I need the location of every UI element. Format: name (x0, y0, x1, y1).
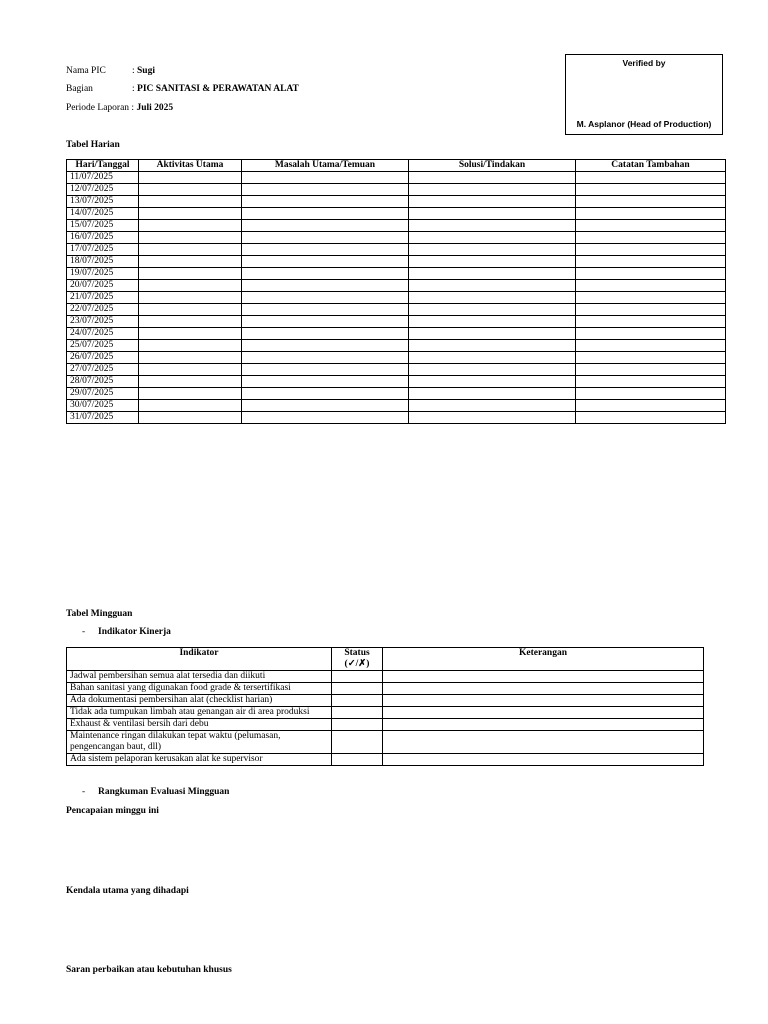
notes-cell[interactable] (576, 412, 726, 424)
status-cell[interactable] (332, 754, 383, 766)
date-cell: 25/07/2025 (67, 340, 139, 352)
solution-cell[interactable] (409, 268, 576, 280)
issue-cell[interactable] (242, 172, 409, 184)
activity-cell[interactable] (139, 172, 242, 184)
notes-cell[interactable] (576, 364, 726, 376)
activity-cell[interactable] (139, 352, 242, 364)
periode-value: Juli 2025 (136, 103, 174, 113)
kpi-row (67, 695, 704, 707)
nama-pic-label: Nama PIC (66, 66, 106, 76)
solution-cell[interactable] (409, 208, 576, 220)
date-cell: 27/07/2025 (67, 364, 139, 376)
col-header-activity: Aktivitas Utama (139, 160, 242, 172)
activity-cell[interactable] (139, 184, 242, 196)
notes-cell[interactable] (576, 388, 726, 400)
kpi-col-status-label: Status (344, 648, 370, 658)
date-cell: 19/07/2025 (67, 268, 139, 280)
daily-row (67, 388, 726, 400)
nama-pic-colon: : (132, 66, 135, 76)
solution-cell[interactable] (409, 196, 576, 208)
activity-cell[interactable] (139, 232, 242, 244)
kpi-row (67, 754, 704, 766)
kpi-col-status (332, 648, 383, 671)
indicator-cell: Exhaust & ventilasi bersih dari debu (67, 719, 332, 731)
indicator-cell: Ada sistem pelaporan kerusakan alat ke supervisor (67, 754, 332, 766)
kpi-row (67, 707, 704, 719)
notes-cell[interactable] (576, 376, 726, 388)
kpi-row (67, 683, 704, 695)
activity-cell[interactable] (139, 244, 242, 256)
issue-cell[interactable] (242, 268, 409, 280)
activity-cell[interactable] (139, 220, 242, 232)
activity-cell[interactable] (139, 316, 242, 328)
solution-cell[interactable] (409, 256, 576, 268)
kpi-col-status-symbols: (✓/✗) (344, 659, 370, 669)
daily-row (67, 268, 726, 280)
activity-cell[interactable] (139, 304, 242, 316)
daily-table (66, 159, 726, 424)
kpi-heading (82, 627, 171, 637)
notes-cell[interactable] (576, 292, 726, 304)
bullet-dash: - (82, 787, 86, 797)
nama-pic-row (66, 66, 155, 76)
remarks-cell[interactable] (383, 671, 704, 683)
solution-cell[interactable] (409, 184, 576, 196)
col-header-date: Hari/Tanggal (67, 160, 139, 172)
daily-row (67, 340, 726, 352)
activity-cell[interactable] (139, 292, 242, 304)
date-cell: 31/07/2025 (67, 412, 139, 424)
solution-cell[interactable] (409, 412, 576, 424)
solution-cell[interactable] (409, 304, 576, 316)
bagian-label: Bagian (66, 84, 93, 94)
issue-cell[interactable] (242, 388, 409, 400)
date-cell: 17/07/2025 (67, 244, 139, 256)
kpi-row (67, 671, 704, 683)
status-cell[interactable] (332, 719, 383, 731)
kpi-col-notes: Keterangan (383, 648, 704, 671)
issue-cell[interactable] (242, 352, 409, 364)
solution-cell[interactable] (409, 244, 576, 256)
daily-row (67, 304, 726, 316)
daily-row (67, 412, 726, 424)
bagian-row (66, 84, 299, 94)
issue-cell[interactable] (242, 280, 409, 292)
issue-cell[interactable] (242, 412, 409, 424)
summary-heading (82, 787, 229, 797)
date-cell: 16/07/2025 (67, 232, 139, 244)
date-cell: 18/07/2025 (67, 256, 139, 268)
notes-cell[interactable] (576, 316, 726, 328)
daily-row (67, 364, 726, 376)
summary-heading-label: Rangkuman Evaluasi Mingguan (98, 787, 230, 797)
indicator-cell: Ada dokumentasi pembersihan alat (checklist harian) (67, 695, 332, 707)
kpi-header-row (67, 648, 704, 671)
daily-header-row (67, 160, 726, 172)
solution-cell[interactable] (409, 340, 576, 352)
remarks-cell[interactable] (383, 731, 704, 754)
indicator-cell: Bahan sanitasi yang digunakan food grade & tersertifikasi (67, 683, 332, 695)
solution-cell[interactable] (409, 172, 576, 184)
col-header-notes: Catatan Tambahan (576, 160, 726, 172)
kpi-row (67, 719, 704, 731)
bagian-value: PIC SANITASI & PERAWATAN ALAT (137, 84, 299, 94)
daily-row (67, 184, 726, 196)
date-cell: 14/07/2025 (67, 208, 139, 220)
activity-cell[interactable] (139, 340, 242, 352)
suggestions-heading: Saran perbaikan atau kebutuhan khusus (66, 965, 232, 975)
daily-row (67, 280, 726, 292)
issue-cell[interactable] (242, 376, 409, 388)
date-cell: 15/07/2025 (67, 220, 139, 232)
date-cell: 21/07/2025 (67, 292, 139, 304)
solution-cell[interactable] (409, 232, 576, 244)
issue-cell[interactable] (242, 184, 409, 196)
kpi-heading-label: Indikator Kinerja (98, 627, 171, 637)
status-cell[interactable] (332, 707, 383, 719)
issue-cell[interactable] (242, 364, 409, 376)
verified-title: Verified by (622, 58, 666, 68)
issue-cell[interactable] (242, 196, 409, 208)
date-cell: 13/07/2025 (67, 196, 139, 208)
notes-cell[interactable] (576, 280, 726, 292)
date-cell: 23/07/2025 (67, 316, 139, 328)
bagian-colon: : (132, 84, 135, 94)
activity-cell[interactable] (139, 256, 242, 268)
kpi-row (67, 731, 704, 754)
achievement-heading: Pencapaian minggu ini (66, 806, 159, 816)
notes-cell[interactable] (576, 220, 726, 232)
daily-row (67, 292, 726, 304)
notes-cell[interactable] (576, 340, 726, 352)
daily-row (67, 172, 726, 184)
solution-cell[interactable] (409, 400, 576, 412)
kpi-col-indicator: Indikator (67, 648, 332, 671)
notes-cell[interactable] (576, 304, 726, 316)
date-cell: 29/07/2025 (67, 388, 139, 400)
notes-cell[interactable] (576, 232, 726, 244)
issue-cell[interactable] (242, 292, 409, 304)
daily-row (67, 376, 726, 388)
daily-row (67, 400, 726, 412)
obstacles-heading: Kendala utama yang dihadapi (66, 886, 189, 896)
date-cell: 30/07/2025 (67, 400, 139, 412)
activity-cell[interactable] (139, 268, 242, 280)
remarks-cell[interactable] (383, 683, 704, 695)
activity-cell[interactable] (139, 400, 242, 412)
date-cell: 12/07/2025 (67, 184, 139, 196)
activity-cell[interactable] (139, 376, 242, 388)
periode-row (66, 103, 173, 113)
indicator-cell: Tidak ada tumpukan limbah atau genangan air di area produksi (67, 707, 332, 719)
remarks-cell[interactable] (383, 719, 704, 731)
daily-row (67, 352, 726, 364)
daily-row (67, 196, 726, 208)
date-cell: 11/07/2025 (67, 172, 139, 184)
notes-cell[interactable] (576, 268, 726, 280)
issue-cell[interactable] (242, 256, 409, 268)
solution-cell[interactable] (409, 316, 576, 328)
status-cell[interactable] (332, 671, 383, 683)
remarks-cell[interactable] (383, 707, 704, 719)
daily-row (67, 232, 726, 244)
solution-cell[interactable] (409, 220, 576, 232)
daily-row (67, 220, 726, 232)
date-cell: 28/07/2025 (67, 376, 139, 388)
solution-cell[interactable] (409, 376, 576, 388)
daily-row (67, 328, 726, 340)
daily-table-title: Tabel Harian (66, 140, 120, 150)
periode-label: Periode Laporan : (66, 103, 135, 113)
notes-cell[interactable] (576, 328, 726, 340)
weekly-table-title: Tabel Mingguan (66, 609, 133, 619)
daily-row (67, 244, 726, 256)
activity-cell[interactable] (139, 364, 242, 376)
notes-cell[interactable] (576, 196, 726, 208)
bullet-dash: - (82, 627, 86, 637)
solution-cell[interactable] (409, 292, 576, 304)
remarks-cell[interactable] (383, 754, 704, 766)
notes-cell[interactable] (576, 244, 726, 256)
indicator-cell: Maintenance ringan dilakukan tepat waktu (pelumasan, pengencangan baut, dll) (67, 731, 332, 754)
issue-cell[interactable] (242, 400, 409, 412)
issue-cell[interactable] (242, 316, 409, 328)
notes-cell[interactable] (576, 184, 726, 196)
solution-cell[interactable] (409, 352, 576, 364)
solution-cell[interactable] (409, 280, 576, 292)
issue-cell[interactable] (242, 328, 409, 340)
activity-cell[interactable] (139, 208, 242, 220)
date-cell: 26/07/2025 (67, 352, 139, 364)
date-cell: 20/07/2025 (67, 280, 139, 292)
issue-cell[interactable] (242, 340, 409, 352)
kpi-table (66, 647, 704, 766)
activity-cell[interactable] (139, 412, 242, 424)
notes-cell[interactable] (576, 208, 726, 220)
status-cell[interactable] (332, 695, 383, 707)
verifier-name: M. Asplanor (Head of Production) (576, 119, 712, 129)
issue-cell[interactable] (242, 304, 409, 316)
activity-cell[interactable] (139, 196, 242, 208)
activity-cell[interactable] (139, 280, 242, 292)
indicator-cell: Jadwal pembersihan semua alat tersedia dan diikuti (67, 671, 332, 683)
notes-cell[interactable] (576, 352, 726, 364)
activity-cell[interactable] (139, 328, 242, 340)
activity-cell[interactable] (139, 388, 242, 400)
solution-cell[interactable] (409, 364, 576, 376)
status-cell[interactable] (332, 731, 383, 754)
col-header-solution: Solusi/Tindakan (409, 160, 576, 172)
issue-cell[interactable] (242, 220, 409, 232)
col-header-issue: Masalah Utama/Temuan (242, 160, 409, 172)
daily-row (67, 256, 726, 268)
notes-cell[interactable] (576, 172, 726, 184)
status-cell[interactable] (332, 683, 383, 695)
issue-cell[interactable] (242, 208, 409, 220)
verified-box (565, 54, 723, 135)
remarks-cell[interactable] (383, 695, 704, 707)
notes-cell[interactable] (576, 256, 726, 268)
solution-cell[interactable] (409, 328, 576, 340)
daily-row (67, 316, 726, 328)
date-cell: 24/07/2025 (67, 328, 139, 340)
notes-cell[interactable] (576, 400, 726, 412)
daily-row (67, 208, 726, 220)
date-cell: 22/07/2025 (67, 304, 139, 316)
issue-cell[interactable] (242, 244, 409, 256)
nama-pic-value: Sugi (137, 66, 155, 76)
solution-cell[interactable] (409, 388, 576, 400)
issue-cell[interactable] (242, 232, 409, 244)
